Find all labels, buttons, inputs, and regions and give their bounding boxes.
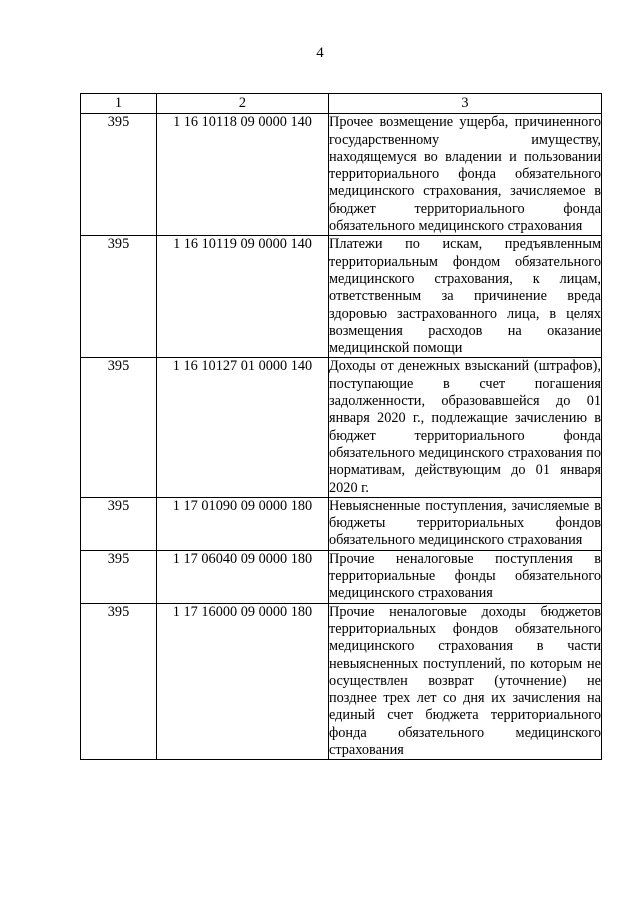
revenue-codes-table <box>80 93 602 760</box>
admin-code-cell: 395 <box>81 550 157 603</box>
table-row <box>81 497 602 550</box>
admin-code-cell: 395 <box>81 603 157 760</box>
table-row <box>81 236 602 358</box>
admin-code-cell: 395 <box>81 497 157 550</box>
revenue-name-cell: Невыясненные поступления, зачисляемые в бюджеты территориальных фондов обязательного медицинского страхования <box>329 497 601 549</box>
column-header-2: 2 <box>157 94 329 114</box>
table-header-row <box>81 94 602 114</box>
revenue-name-cell: Платежи по искам, предъявленным территориальным фондом обязательного медицинского страхования, к лицам, ответственным за причинение вреда здоровью застрахованного лица, в целях возмещения расходов на оказание медицинской помощи <box>329 236 601 357</box>
page-number: 4 <box>316 45 324 61</box>
revenue-code-cell: 1 17 16000 09 0000 180 <box>157 603 329 760</box>
table-row <box>81 550 602 603</box>
admin-code-cell: 395 <box>81 236 157 358</box>
column-header-1: 1 <box>81 94 157 114</box>
revenue-code-cell: 1 16 10119 09 0000 140 <box>157 236 329 358</box>
revenue-code-cell: 1 17 01090 09 0000 180 <box>157 497 329 550</box>
column-header-3: 3 <box>329 94 602 114</box>
revenue-name-cell: Прочие неналоговые доходы бюджетов территориальных фондов обязательного медицинского страхования в части невыясненных поступлений, по которым не осуществлен возврат (уточнение) не позднее трех лет со дня их зачисления на единый счет бюджета территориального фонда обязательного медицинского страхования <box>329 603 601 758</box>
admin-code-cell: 395 <box>81 358 157 497</box>
revenue-code-cell: 1 17 06040 09 0000 180 <box>157 550 329 603</box>
table-row <box>81 114 602 236</box>
revenue-name-cell: Прочее возмещение ущерба, причиненного государственному имуществу, находящемуся во владении и пользовании территориального фонда обязательного медицинского страхования, зачисляемое в бюджет территориального фонда обязательного медицинского страхования <box>329 114 601 235</box>
admin-code-cell: 395 <box>81 114 157 236</box>
table-row <box>81 603 602 760</box>
revenue-name-cell: Доходы от денежных взысканий (штрафов), поступающие в счет погашения задолженности, образовавшейся до 01 января 2020 г., подлежащие зачислению в бюджет территориального фонда обязательного медицинского страхования по нормативам, действующим до 01 января 2020 г. <box>329 358 601 496</box>
table-row <box>81 358 602 497</box>
revenue-code-cell: 1 16 10118 09 0000 140 <box>157 114 329 236</box>
revenue-name-cell: Прочие неналоговые поступления в территориальные фонды обязательного медицинского страхования <box>329 550 601 602</box>
revenue-code-cell: 1 16 10127 01 0000 140 <box>157 358 329 497</box>
